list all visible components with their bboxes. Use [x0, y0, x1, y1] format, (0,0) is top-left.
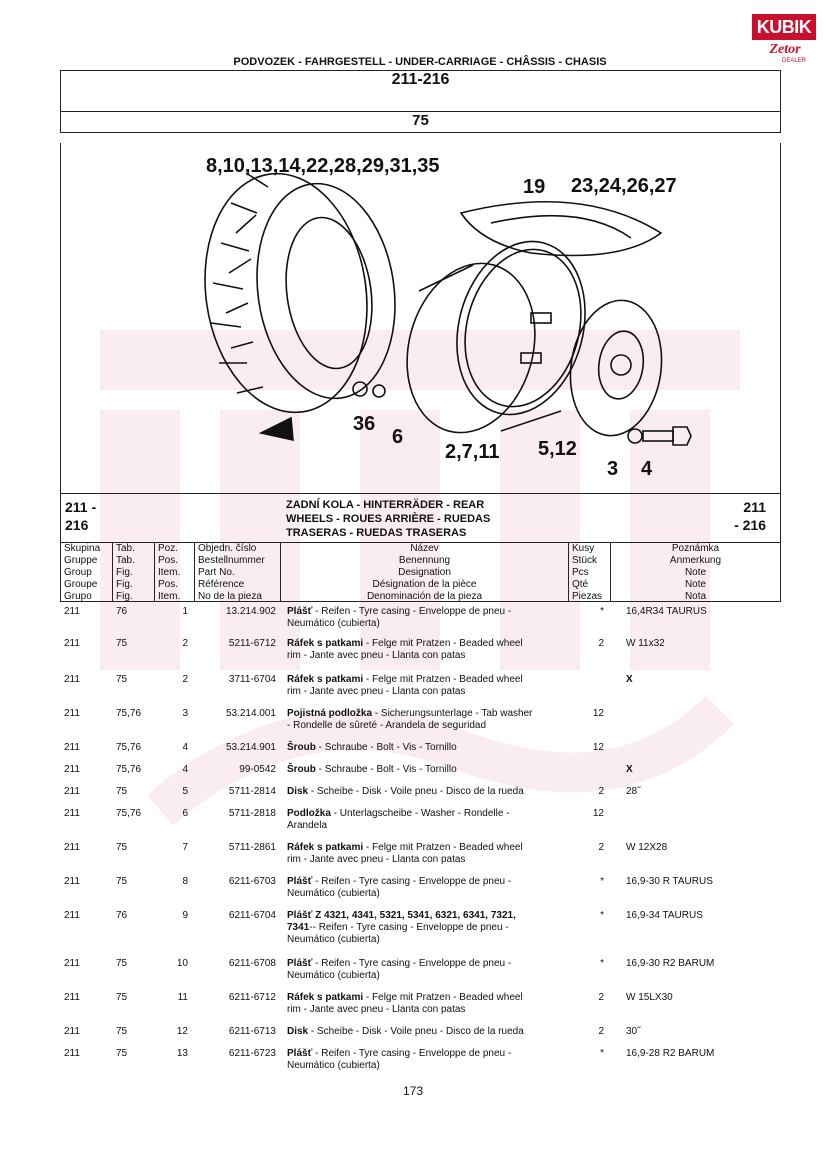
cell-quantity: 2	[598, 786, 604, 797]
column-header-label: Désignation de la pièce	[372, 579, 477, 590]
cell-group: 211	[64, 764, 80, 775]
cell-note: 16,9-30 R2 BARUM	[626, 958, 715, 969]
cell-description: Plášť Z 4321, 4341, 5321, 5341, 6321, 6341, 7321, 7341-- Reifen - Tyre casing - Enveloppe de pneu - Neumático (cubierta)	[287, 910, 516, 945]
table-row	[60, 1026, 781, 1048]
table-row	[60, 808, 781, 842]
cell-position: 1	[182, 606, 188, 617]
column-header-label: Pos.	[158, 579, 179, 590]
cell-description: Plášť - Reifen - Tyre casing - Enveloppe de pneu - Neumático (cubierta)	[287, 1048, 512, 1071]
cell-position: 4	[182, 742, 188, 753]
part-name: Ráfek s patkami	[287, 842, 364, 853]
part-name: Ráfek s patkami	[287, 674, 364, 685]
cell-quantity: 2	[598, 992, 604, 1003]
column-header-label: Poz.	[158, 543, 179, 554]
callout-rim: 2,7,11	[445, 441, 500, 463]
column-header-label: Tab.	[116, 555, 135, 566]
table-row	[60, 910, 781, 958]
section-header: PODVOZEK - FAHRGESTELL - UNDER-CARRIAGE - CHÂSSIS - CHASIS	[233, 56, 607, 68]
cell-note: 30˝	[626, 1026, 641, 1037]
cell-position: 5	[182, 786, 188, 797]
column-header-label: Anmerkung	[669, 555, 722, 566]
cell-note: 28˝	[626, 786, 641, 797]
part-name: Plášť Z 4321, 4341, 5321, 5341, 6321, 6341, 7321,	[287, 910, 516, 921]
cell-group: 211	[64, 1048, 80, 1059]
cell-quantity: *	[600, 606, 604, 617]
cell-table: 75	[116, 1048, 128, 1059]
cell-reference: 6211-6713	[228, 1026, 276, 1037]
cell-table: 76	[116, 910, 128, 921]
cell-description: Ráfek s patkami - Felge mit Pratzen - Beaded wheel rim - Jante avec pneu - Llanta con patas	[287, 674, 523, 697]
cell-quantity: 2	[598, 1026, 604, 1037]
column-header-label: Référence	[198, 579, 245, 590]
cell-group: 211	[64, 876, 80, 887]
cell-position: 12	[176, 1026, 188, 1037]
section-range-left-bottom: 216	[65, 517, 89, 533]
direction-arrow	[261, 418, 293, 440]
table-row	[60, 764, 781, 786]
column-header-label: Pos.	[158, 555, 179, 566]
column-header-label: Pcs	[572, 567, 589, 578]
col-description	[281, 543, 569, 601]
callout-tube: 23,24,26,27	[571, 175, 677, 197]
callout-tab-washer: 3	[607, 458, 619, 480]
cell-description: Plášť - Reifen - Tyre casing - Enveloppe de pneu - Neumático (cubierta)	[287, 606, 512, 629]
cell-group: 211	[64, 1026, 80, 1037]
cell-position: 9	[182, 910, 188, 921]
table-row	[60, 638, 781, 674]
cell-table: 75	[116, 674, 128, 685]
column-header-label: Denominación de la pieza	[366, 591, 483, 602]
col-position	[155, 543, 195, 601]
section-title-box	[60, 493, 781, 543]
column-header-label: Item.	[158, 591, 181, 602]
cell-group: 211	[64, 992, 80, 1003]
column-header-label: Item.	[158, 567, 181, 578]
part-name: Plášť	[287, 1048, 313, 1059]
column-header-label: Fig.	[116, 579, 133, 590]
wheel-disk-drawing	[562, 294, 670, 441]
cell-note: X	[626, 674, 633, 685]
cell-group: 211	[64, 958, 80, 969]
callout-tyre: 8,10,13,14,22,28,29,31,35	[206, 155, 440, 177]
cell-table: 75	[116, 992, 128, 1003]
cell-position: 10	[176, 958, 188, 969]
column-header-label: Stück	[572, 555, 598, 566]
inner-tube-drawing	[461, 202, 661, 256]
cell-reference: 6211-6703	[228, 876, 276, 887]
cell-description: Pojistná podložka - Sicherungsunterlage - Tab washer - Rondelle de sûreté - Arandela de seguridad	[287, 708, 533, 731]
part-name: Šroub	[287, 764, 316, 775]
cell-position: 11	[177, 992, 188, 1003]
column-header-label: Objedn. číslo	[198, 543, 257, 554]
cell-quantity: 2	[598, 638, 604, 649]
column-header-label: Part No.	[198, 567, 235, 578]
model-range: 211-216	[61, 71, 780, 112]
cell-reference: 5211-6712	[228, 638, 276, 649]
col-group	[61, 543, 113, 601]
cell-note: 16,9-30 R TAURUS	[626, 876, 713, 887]
cell-description: Ráfek s patkami - Felge mit Pratzen - Beaded wheel rim - Jante avec pneu - Llanta con patas	[287, 842, 523, 865]
part-name: Pojistná podložka	[287, 708, 373, 719]
cell-description: Ráfek s patkami - Felge mit Pratzen - Beaded wheel rim - Jante avec pneu - Llanta con patas	[287, 638, 523, 661]
cell-reference: 6211-6708	[228, 958, 276, 969]
column-header-label: Bestellnummer	[198, 555, 265, 566]
cell-table: 75	[116, 786, 128, 797]
table-row	[60, 876, 781, 910]
cell-group: 211	[64, 786, 80, 797]
cell-description: Ráfek s patkami - Felge mit Pratzen - Beaded wheel rim - Jante avec pneu - Llanta con patas	[287, 992, 523, 1015]
callout-disk: 5,12	[538, 438, 577, 460]
column-header-label: Designation	[398, 567, 451, 578]
cell-quantity: *	[600, 1048, 604, 1059]
cell-reference: 13.214.902	[225, 606, 276, 617]
part-name: Plášť	[287, 958, 313, 969]
cell-group: 211	[64, 674, 80, 685]
table-row	[60, 708, 781, 742]
column-header-label: Poznámka	[671, 543, 720, 554]
cell-position: 6	[182, 808, 188, 819]
table-row	[60, 742, 781, 764]
callout-valve: 19	[523, 176, 546, 198]
cell-group: 211	[64, 606, 80, 617]
column-header-label: Qté	[572, 579, 589, 590]
section-title-line2: WHEELS - ROUES ARRIÈRE - RUEDAS	[286, 513, 491, 525]
column-header-label: Fig.	[116, 591, 133, 602]
cell-quantity: 12	[592, 708, 604, 719]
cell-quantity: 12	[592, 808, 604, 819]
column-header-label: Název	[410, 543, 439, 554]
cell-position: 2	[182, 674, 188, 685]
logo-dealer: DEALER	[782, 58, 807, 64]
cell-position: 8	[182, 876, 188, 887]
part-name: Ráfek s patkami	[287, 992, 364, 1003]
col-note	[611, 543, 780, 601]
model-box	[60, 70, 781, 133]
cell-reference: 53.214.001	[225, 708, 276, 719]
cell-note: 16,9-34 TAURUS	[626, 910, 703, 921]
cell-position: 7	[182, 842, 188, 853]
section-range-left-top: 211 -	[65, 499, 97, 515]
cell-table: 75	[116, 1026, 128, 1037]
cell-description: Šroub - Schraube - Bolt - Vis - Tornillo	[287, 742, 457, 753]
part-name: Podložka	[287, 808, 331, 819]
cell-description: Šroub - Schraube - Bolt - Vis - Tornillo	[287, 764, 457, 775]
cell-group: 211	[64, 742, 80, 753]
column-header-label: Benennung	[398, 555, 451, 566]
column-header-label: Group	[64, 567, 92, 578]
table-row	[60, 674, 781, 708]
logo-brand: KUBIK	[756, 17, 812, 37]
rim-drawing	[389, 227, 604, 447]
cell-note: W 15LX30	[626, 992, 673, 1003]
table-row	[60, 606, 781, 638]
cell-table: 75	[116, 638, 128, 649]
section-range-left	[65, 498, 96, 534]
table-row	[60, 992, 781, 1026]
part-name: Disk	[287, 1026, 309, 1037]
cell-group: 211	[64, 638, 80, 649]
cell-quantity: 12	[592, 742, 604, 753]
section-title-line1: ZADNÍ KOLA - HINTERRÄDER - REAR	[286, 499, 485, 511]
section-range-right	[734, 498, 766, 534]
section-title	[286, 498, 490, 540]
column-header	[60, 542, 781, 602]
cell-reference: 6211-6723	[228, 1048, 276, 1059]
column-header-label: Groupe	[64, 579, 98, 590]
cell-description: Disk - Scheibe - Disk - Voile pneu - Disco de la rueda	[287, 786, 524, 797]
cell-group: 211	[64, 708, 80, 719]
cell-position: 3	[182, 708, 188, 719]
part-name: Plášť	[287, 876, 313, 887]
column-header-label: Fig.	[116, 567, 133, 578]
cell-quantity: *	[600, 958, 604, 969]
callout-bolt: 4	[641, 458, 653, 480]
column-header-label: Grupo	[64, 591, 92, 602]
part-name: Plášť	[287, 606, 313, 617]
section-title-line3: TRASERAS - RUEDAS TRASERAS	[286, 527, 467, 539]
cell-reference: 53.214.901	[225, 742, 276, 753]
cell-note: W 12X28	[626, 842, 668, 853]
callout-washer-6: 6	[392, 426, 404, 448]
cell-reference: 5711-2818	[228, 808, 276, 819]
part-name: Ráfek s patkami	[287, 638, 364, 649]
cell-note: 16,9-28 R2 BARUM	[626, 1048, 715, 1059]
cell-note: X	[626, 764, 633, 775]
table-row	[60, 958, 781, 992]
cell-table: 75,76	[116, 742, 142, 753]
cell-quantity: 2	[598, 842, 604, 853]
cell-reference: 99-0542	[239, 764, 276, 775]
cell-table: 75	[116, 958, 128, 969]
cell-reference: 6211-6712	[228, 992, 276, 1003]
cell-note: W 11x32	[626, 638, 665, 649]
table-row	[60, 786, 781, 808]
part-name: Disk	[287, 786, 309, 797]
cell-table: 75	[116, 876, 128, 887]
part-name: Šroub	[287, 742, 316, 753]
column-header-label: Nota	[684, 591, 707, 602]
cell-description: Podložka - Unterlagscheibe - Washer - Rondelle - Arandela	[287, 808, 510, 831]
cell-description: Disk - Scheibe - Disk - Voile pneu - Disco de la rueda	[287, 1026, 524, 1037]
col-table	[113, 543, 155, 601]
page-number: 173	[402, 1084, 424, 1098]
table-row	[60, 1048, 781, 1082]
column-header-label: Tab.	[116, 543, 135, 554]
cell-position: 2	[182, 638, 188, 649]
cell-quantity: *	[600, 876, 604, 887]
tyre-drawing	[190, 163, 408, 423]
col-reference	[195, 543, 281, 601]
cell-reference: 5711-2814	[228, 786, 276, 797]
cell-table: 75,76	[116, 808, 142, 819]
cell-reference: 5711-2861	[228, 842, 276, 853]
parts-table	[60, 606, 781, 1082]
cell-note: 16,4R34 TAURUS	[626, 606, 707, 617]
section-range-right-top: 211	[743, 499, 766, 515]
cell-group: 211	[64, 842, 80, 853]
column-header-label: Note	[684, 567, 707, 578]
cell-description: Plášť - Reifen - Tyre casing - Enveloppe de pneu - Neumático (cubierta)	[287, 876, 512, 899]
column-header-label: Piezas	[572, 591, 603, 602]
cell-table: 75	[116, 842, 128, 853]
cell-group: 211	[64, 910, 80, 921]
cell-description: Plášť - Reifen - Tyre casing - Enveloppe de pneu - Neumático (cubierta)	[287, 958, 512, 981]
cell-position: 4	[182, 764, 188, 775]
logo-sub: Zetor	[769, 42, 801, 57]
cell-reference: 6211-6704	[228, 910, 276, 921]
column-header-label: Gruppe	[64, 555, 98, 566]
cell-table: 75,76	[116, 764, 142, 775]
part-name-cont: 7341	[287, 922, 310, 933]
callout-washer-36: 36	[353, 413, 376, 435]
column-header-label: Kusy	[572, 543, 595, 554]
column-header-label: No de la pieza	[198, 591, 262, 602]
cell-table: 76	[116, 606, 128, 617]
exploded-diagram	[60, 143, 781, 493]
cell-position: 13	[176, 1048, 188, 1059]
cell-group: 211	[64, 808, 80, 819]
column-header-label: Skupina	[64, 543, 101, 554]
cell-reference: 3711-6704	[228, 674, 276, 685]
section-range-right-bottom: - 216	[734, 517, 766, 533]
cell-quantity: *	[600, 910, 604, 921]
column-header-label: Note	[684, 579, 707, 590]
col-quantity	[569, 543, 611, 601]
cell-table: 75,76	[116, 708, 142, 719]
table-number: 75	[412, 112, 429, 129]
table-row	[60, 842, 781, 876]
